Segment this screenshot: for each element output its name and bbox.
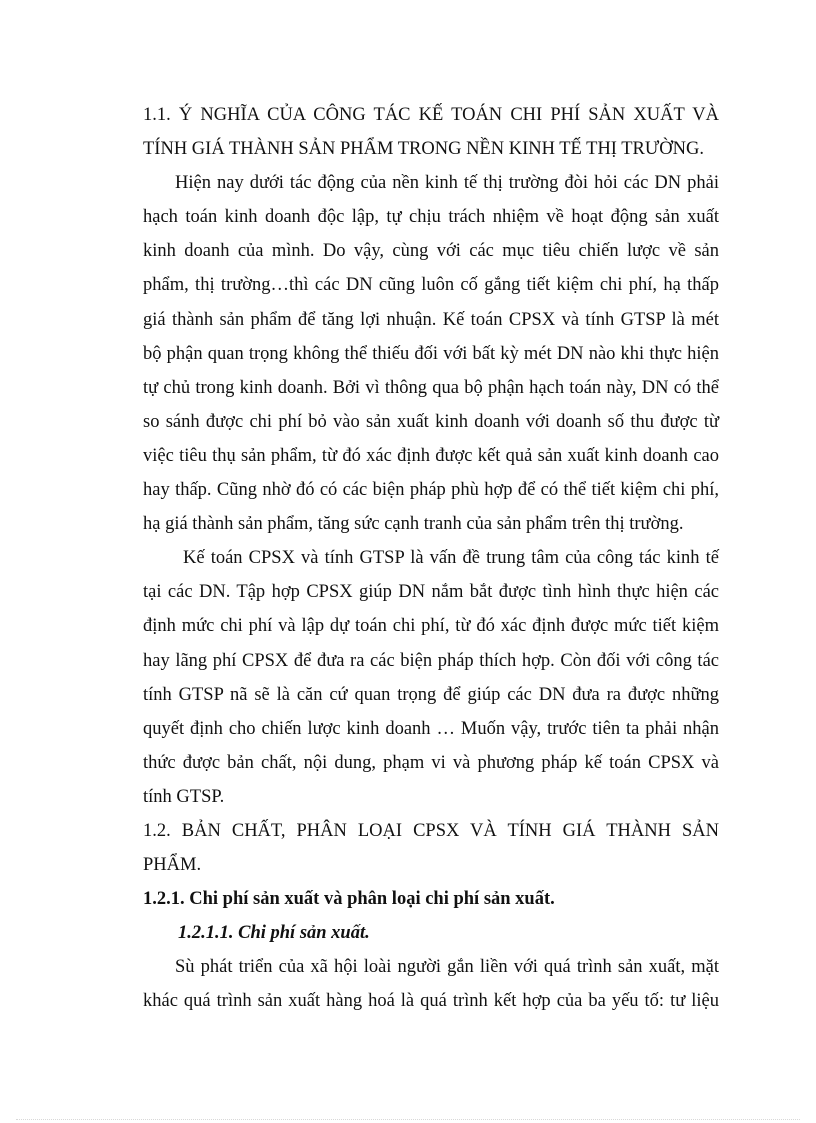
paragraph-line: hạ giá thành sản phẩm, tăng sức cạnh tranh của sản phẩm trên thị trường. [143, 514, 684, 535]
paragraph-production-cost [143, 950, 719, 1018]
paragraph-central-issue [143, 541, 719, 814]
subsubsection-heading-1-2-1-1: 1.2.1.1. Chi phí sản xuất. [178, 923, 370, 944]
paragraph-line: quyết định cho chiến lược kinh doanh … Muốn vậy, trước tiên ta phải nhận [143, 718, 719, 739]
paragraph-line: thức được bản chất, nội dung, phạm vi và phương pháp kế toán CPSX và [143, 752, 719, 773]
document-body [143, 98, 719, 1019]
subsection-heading-1-2-1: 1.2.1. Chi phí sản xuất và phân loại chi phí sản xuất. [143, 889, 555, 910]
heading-line: PHẨM. [143, 855, 202, 876]
paragraph-line: tính GTSP. [143, 786, 225, 807]
heading-line: TÍNH GIÁ THÀNH SẢN PHẨM TRONG NỀN KINH TẾ THỊ TRƯỜNG. [143, 139, 704, 160]
paragraph-line: hạch toán kinh doanh độc lập, tự chịu trách nhiệm về hoạt động sản xuất [143, 207, 719, 228]
paragraph-line: Kế toán CPSX và tính GTSP là vấn đề trung tâm của công tác kinh tế [183, 548, 719, 569]
heading-line: 1.2. BẢN CHẤT, PHÂN LOẠI CPSX VÀ TÍNH GIÁ THÀNH SẢN [143, 820, 719, 841]
paragraph-line: so sánh được chi phí bỏ vào sản xuất kinh doanh với doanh số thu được từ [143, 411, 719, 432]
paragraph-line: tính GTSP nã sẽ là căn cứ quan trọng để giúp các DN đưa ra được những [143, 684, 719, 705]
paragraph-line: Sù phát triển của xã hội loài người gắn liền với quá trình sản xuất, mặt [175, 957, 719, 978]
paragraph-line: khác quá trình sản xuất hàng hoá là quá trình kết hợp của ba yếu tố: tư liệu [143, 991, 719, 1012]
section-heading-1-2 [143, 814, 719, 882]
paragraph-line: việc tiêu thụ sản phẩm, từ đó xác định được kết quả sản xuất kinh doanh cao [143, 445, 719, 466]
paragraph-line: tại các DN. Tập hợp CPSX giúp DN nắm bắt được tình hình thực hiện các [143, 582, 719, 603]
paragraph-line: bộ phận quan trọng không thể thiếu đối với bất kỳ mét DN nào khi thực hiện [143, 343, 719, 364]
paragraph-line: tự chủ trong kinh doanh. Bởi vì thông qua bộ phận hạch toán này, DN có thể [143, 377, 719, 398]
paragraph-line: kinh doanh của mình. Do vậy, cùng với các mục tiêu chiến lược về sản [143, 241, 719, 262]
paragraph-line: hay thấp. Cũng nhờ đó có các biện pháp phù hợp để có thể tiết kiệm chi phí, [143, 480, 719, 501]
paragraph-line: Hiện nay dưới tác động của nền kinh tế thị trường đòi hỏi các DN phải [175, 173, 719, 194]
paragraph-line: phẩm, thị trường…thì các DN cũng luôn cố gắng tiết kiệm chi phí, hạ thấp [143, 275, 719, 296]
paragraph-line: giá thành sản phẩm để tăng lợi nhuận. Kế toán CPSX và tính GTSP là mét [143, 309, 719, 330]
paragraph-line: hay lãng phí CPSX để đưa ra các biện pháp thích hợp. Còn đối với công tác [143, 650, 719, 671]
section-heading-1-1 [143, 98, 719, 166]
paragraph-line: định mức chi phí và lập dự toán chi phí, từ đó xác định được mức tiết kiệm [143, 616, 719, 637]
paragraph-importance [143, 166, 719, 541]
page-bottom-divider [16, 1119, 800, 1120]
heading-line: 1.1. Ý NGHĨA CỦA CÔNG TÁC KẾ TOÁN CHI PHÍ SẢN XUẤT VÀ [143, 105, 719, 125]
